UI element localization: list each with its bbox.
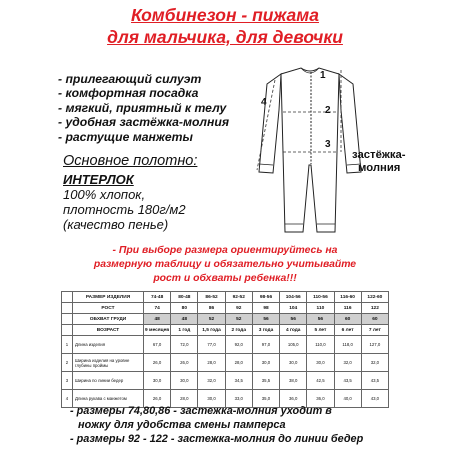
table-empty-cell (62, 314, 73, 325)
table-cell: 77,0 (198, 336, 225, 354)
table-size-cell: 122-60 (361, 292, 388, 303)
table-cell: 32,0 (361, 354, 388, 372)
size-table (61, 291, 389, 408)
table-cell: 26,0 (144, 390, 171, 408)
table-size-cell: 92-52 (225, 292, 252, 303)
feature-item: - растущие манжеты (58, 129, 193, 144)
table-header-row (62, 292, 389, 303)
table-cell: 26,0 (171, 354, 198, 372)
table-cell: 30,0 (144, 372, 171, 390)
table-cell: 118,0 (334, 336, 361, 354)
table-cell: 9 месяцев (144, 325, 171, 336)
table-cell: 1,5 года (198, 325, 225, 336)
table-size-cell: 80-48 (171, 292, 198, 303)
fabric-quality: (качество пенье) (63, 217, 169, 232)
table-row-number: 2 (62, 354, 73, 372)
table-cell: 98 (252, 303, 279, 314)
table-cell: 28,0 (198, 354, 225, 372)
table-cell: 35,5 (252, 372, 279, 390)
table-row-number: 1 (62, 336, 73, 354)
measure-label-4: 4 (261, 97, 267, 108)
table-row-label: Длина изделия (73, 336, 144, 354)
table-row-number: 4 (62, 390, 73, 408)
table-cell: 42,5 (307, 372, 334, 390)
table-cell: 43,5 (334, 372, 361, 390)
table-size-cell: 86-52 (198, 292, 225, 303)
table-param-label: РОСТ (73, 303, 144, 314)
note-item: ножку для удобства смены памперса (78, 419, 286, 431)
table-cell: 28,0 (171, 390, 198, 408)
table-row (62, 372, 389, 390)
table-cell: 48 (171, 314, 198, 325)
jumpsuit-diagram (255, 60, 365, 240)
table-empty-cell (62, 292, 73, 303)
table-cell: 28,0 (225, 354, 252, 372)
table-cell: 32,0 (334, 354, 361, 372)
table-age-row (62, 325, 389, 336)
feature-item: - удобная застёжка-молния (58, 115, 230, 130)
fabric-composition: 100% хлопок, (63, 187, 146, 202)
table-cell: 86 (198, 303, 225, 314)
table-cell: 127,0 (361, 336, 388, 354)
table-cell: 104 (280, 303, 307, 314)
table-row (62, 336, 389, 354)
table-cell: 72,0 (171, 336, 198, 354)
table-cell: 35,0 (252, 390, 279, 408)
table-cell: 97,0 (252, 336, 279, 354)
table-cell: 36,0 (307, 390, 334, 408)
table-cell: 7 лет (361, 325, 388, 336)
table-empty-cell (62, 303, 73, 314)
table-cell: 105,0 (280, 336, 307, 354)
table-height-row (62, 303, 389, 314)
table-cell: 40,0 (334, 390, 361, 408)
table-cell: 36,0 (280, 390, 307, 408)
table-cell: 80 (171, 303, 198, 314)
product-title-line1: Комбинезон - пижама (131, 5, 319, 25)
fabric-heading: Основное полотно: (63, 153, 198, 169)
table-row-label: Ширина по линии бедер (73, 372, 144, 390)
table-cell: 43,5 (361, 372, 388, 390)
fabric-density: плотность 180г/м2 (63, 202, 186, 217)
table-cell: 74 (144, 303, 171, 314)
measure-label-2: 2 (325, 105, 331, 116)
notes-list (70, 404, 363, 446)
zipper-label: застёжка- молния (352, 149, 406, 174)
feature-item: - мягкий, приятный к телу (58, 100, 227, 115)
table-param-label: ВОЗРАСТ (73, 325, 144, 336)
fabric-description (63, 172, 186, 232)
table-size-cell: 98-56 (252, 292, 279, 303)
table-row (62, 354, 389, 372)
feature-item: - комфортная посадка (58, 86, 199, 101)
table-cell: 67,0 (144, 336, 171, 354)
features-list (58, 72, 229, 144)
table-empty-cell (62, 325, 73, 336)
table-cell: 30,0 (280, 354, 307, 372)
table-size-cell: 74-48 (144, 292, 171, 303)
table-cell: 32,0 (198, 372, 225, 390)
table-cell: 30,0 (198, 390, 225, 408)
table-cell: 34,5 (225, 372, 252, 390)
table-cell: 56 (307, 314, 334, 325)
table-cell: 43,0 (361, 390, 388, 408)
table-cell: 110,0 (307, 336, 334, 354)
product-title-line2: для мальчика, для девочки (107, 27, 343, 47)
table-cell: 30,0 (252, 354, 279, 372)
note-item: - размеры 92 - 122 - застежка-молния до линии бедер (70, 433, 364, 445)
table-cell: 116 (334, 303, 361, 314)
table-cell: 110 (307, 303, 334, 314)
table-size-cell: 116-60 (334, 292, 361, 303)
table-cell: 30,0 (171, 372, 198, 390)
table-cell: 92,0 (225, 336, 252, 354)
fabric-name: ИНТЕРЛОК (63, 172, 134, 187)
size-warning: - При выборе размера ориентируйтесь на размерную таблицу и обязательно учитывайте рост и обхваты ребенка!!! (93, 245, 357, 284)
table-cell: 56 (280, 314, 307, 325)
table-chest-row (62, 314, 389, 325)
table-row-number: 3 (62, 372, 73, 390)
table-row-label: Ширина изделия на уровне глубины проймы (73, 354, 144, 372)
table-cell: 5 лет (307, 325, 334, 336)
table-param-label: РАЗМЕР ИЗДЕЛИЯ (73, 292, 144, 303)
table-cell: 1 год (171, 325, 198, 336)
table-cell: 3 года (252, 325, 279, 336)
table-cell: 48 (144, 314, 171, 325)
table-cell: 92 (225, 303, 252, 314)
measure-label-3: 3 (325, 139, 331, 150)
table-cell: 4 года (280, 325, 307, 336)
table-row-label: Длина рукава с манжетом (73, 390, 144, 408)
table-size-cell: 104-56 (280, 292, 307, 303)
table-size-cell: 110-56 (307, 292, 334, 303)
table-param-label: ОБХВАТ ГРУДИ (73, 314, 144, 325)
table-cell: 33,0 (225, 390, 252, 408)
table-cell: 52 (225, 314, 252, 325)
table-cell: 6 лет (334, 325, 361, 336)
table-cell: 56 (252, 314, 279, 325)
table-cell: 38,0 (280, 372, 307, 390)
table-cell: 60 (334, 314, 361, 325)
measure-label-1: 1 (320, 70, 326, 81)
table-cell: 122 (361, 303, 388, 314)
note-item: - размеры 74,80,86 - застежка-молния уходит в (70, 405, 332, 417)
table-cell: 30,0 (307, 354, 334, 372)
table-cell: 60 (361, 314, 388, 325)
table-cell: 2 года (225, 325, 252, 336)
table-cell: 52 (198, 314, 225, 325)
table-cell: 26,0 (144, 354, 171, 372)
feature-item: - прилегающий силуэт (58, 72, 202, 86)
